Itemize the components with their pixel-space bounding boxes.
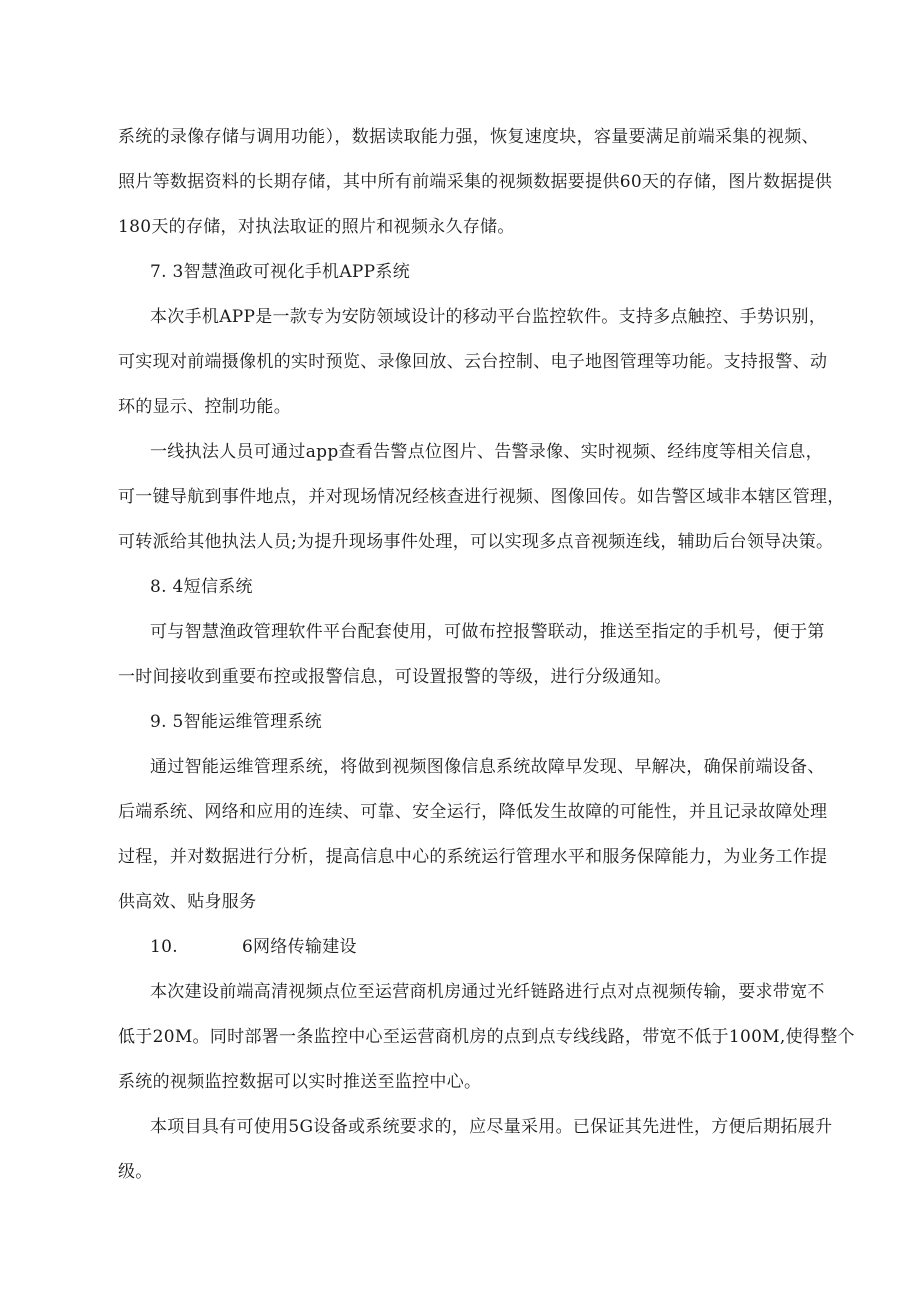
paragraph-line: 过程，并对数据进行分析，提高信息中心的系统运行管理水平和服务保障能力，为业务工作提 (118, 847, 828, 867)
paragraph-line: 后端系统、网络和应用的连续、可靠、安全运行，降低发生故障的可能性，并且记录故障处理 (118, 802, 828, 822)
paragraph-line: 可转派给其他执法人员;为提升现场事件处理，可以实现多点音视频连线，辅助后台领导决策。 (118, 532, 834, 552)
paragraph-line: 本次建设前端高清视频点位至运营商机房通过光纤链路进行点对点视频传输，要求带宽不 (150, 982, 825, 1002)
paragraph-line: 照片等数据资料的长期存储，其中所有前端采集的视频数据要提供60天的存储，图片数据提供 (118, 172, 833, 192)
section-heading (150, 936, 357, 958)
section-heading: 7. 3智慧渔政可视化手机APP系统 (150, 262, 410, 282)
paragraph-line: 供高效、贴身服务 (118, 892, 257, 912)
paragraph-line: 180天的存储，对执法取证的照片和视频永久存储。 (118, 217, 515, 237)
paragraph-line: 本项目具有可使用5G设备或系统要求的，应尽量采用。已保证其先进性，方便后期拓展升 (150, 1117, 833, 1137)
paragraph-line: 一时间接收到重要布控或报警信息，可设置报警的等级，进行分级通知。 (118, 667, 672, 687)
paragraph-line: 低于20M。同时部署一条监控中心至运营商机房的点到点专线线路，带宽不低于100M,使得整个 (118, 1027, 855, 1047)
section-number: 10. (150, 937, 178, 957)
section-heading: 8. 4短信系统 (150, 577, 253, 597)
paragraph-line: 级。 (118, 1162, 153, 1182)
paragraph-line: 一线执法人员可通过app查看告警点位图片、告警录像、实时视频、经纬度等相关信息， (150, 442, 823, 462)
section-title: 6网络传输建设 (241, 937, 357, 957)
section-heading: 9. 5智能运维管理系统 (150, 712, 323, 732)
paragraph-line: 系统的录像存储与调用功能），数据读取能力强，恢复速度块，容量要满足前端采集的视频、 (118, 127, 819, 147)
paragraph-line: 系统的视频监控数据可以实时推送至监控中心。 (118, 1072, 482, 1092)
paragraph-line: 通过智能运维管理系统，将做到视频图像信息系统故障早发现、早解决，确保前端设备、 (150, 757, 825, 777)
paragraph-line: 可一键导航到事件地点，并对现场情况经核查进行视频、图像回传。如告警区域非本辖区管理， (118, 487, 845, 507)
paragraph-line: 本次手机APP是一款专为安防领域设计的移动平台监控软件。支持多点触控、手势识别， (150, 307, 827, 327)
paragraph-line: 可实现对前端摄像机的实时预览、录像回放、云台控制、电子地图管理等功能。支持报警、动 (118, 352, 828, 372)
paragraph-line: 可与智慧渔政管理软件平台配套使用，可做布控报警联动，推送至指定的手机号，便于第 (150, 622, 825, 642)
paragraph-line: 环的显示、控制功能。 (118, 397, 291, 417)
